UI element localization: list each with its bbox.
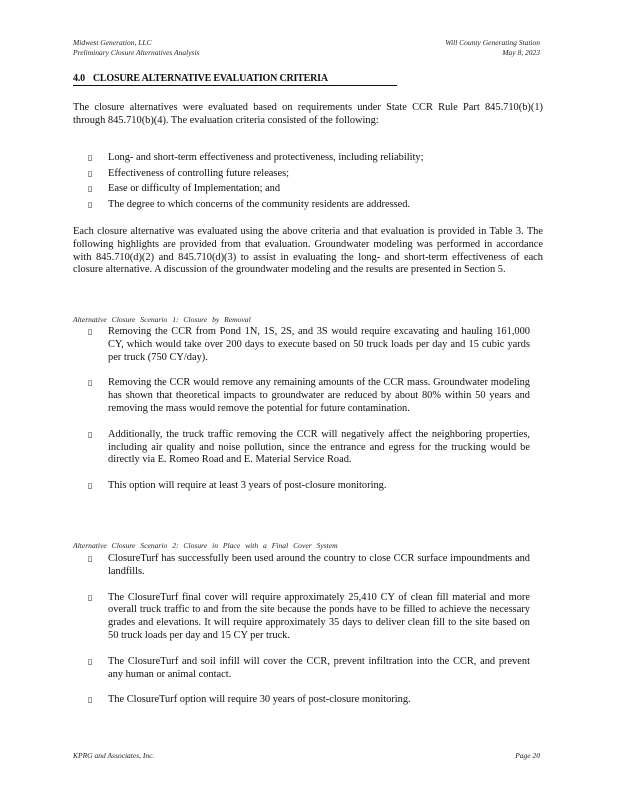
criteria-text: The degree to which concerns of the community residents are addressed.: [108, 198, 411, 210]
bullet-icon: ▯: [88, 153, 93, 162]
list-item: [88, 480, 530, 493]
list-item-text: This option will require at least 3 years of post-closure monitoring.: [108, 480, 387, 492]
header-left: [73, 38, 333, 58]
header-right: [340, 38, 540, 58]
list-item: [88, 326, 530, 364]
list-item: [88, 429, 530, 467]
criteria-text: Ease or difficulty of Implementation; and: [108, 183, 281, 195]
list-item: [88, 377, 530, 415]
list-item-text: Removing the CCR would remove any remaining amounts of the CCR mass. Groundwater modeling has shown that theoretical impacts to groundwater are reduced by about 80% within 50 years and removing the mass would remove the potential for future contamination.: [108, 377, 530, 414]
criteria-text: Long- and short-term effectiveness and protectiveness, including reliability;: [108, 152, 424, 163]
list-item: [88, 553, 530, 579]
bullet-icon: ▯: [88, 327, 93, 336]
list-item-text: Removing the CCR from Pond 1N, 1S, 2S, and 3S would require excavating and hauling 161,000 CY, which would take over 200 days to execute based on 50 truck loads per day and 15 cubic yards per truck (750 CY/day).: [108, 326, 530, 363]
header-company: Midwest Generation, LLC: [73, 38, 152, 47]
intro-paragraph: The closure alternatives were evaluated based on requirements under State CCR Rule Part 845.710(b)(1) through 845.710(b)(4). The evaluation criteria consisted of the following:: [73, 102, 543, 126]
evaluation-paragraph: Each closure alternative was evaluated using the above criteria and that evaluation is provided in Table 3. The following highlights are provided from that evaluation. Groundwater modeling was performed in accordance with 845.710(d)(2) and 845.710(d)(3) to assist in evaluating the long- and short-term effectiveness of each closure alternative. A discussion of the groundwater modeling and the results are presented in Section 5.: [73, 226, 543, 276]
alternative-1-list: [88, 326, 530, 506]
bullet-icon: ▯: [88, 184, 93, 194]
bullet-icon: ▯: [88, 554, 93, 563]
list-item-text: Additionally, the truck traffic removing the CCR will negatively affect the neighboring properties, including air quality and noise pollution, since the entrance and egress for the trucking would be directly via E. Romeo Road and E. Material Service Road.: [108, 428, 530, 466]
criteria-item: [88, 150, 528, 166]
list-item-text: ClosureTurf has successfully been used around the country to close CCR surface impoundments and landfills.: [108, 553, 530, 577]
footer-company: KPRG and Associates, Inc.: [73, 751, 155, 760]
list-item: [88, 694, 530, 707]
bullet-icon: ▯: [88, 656, 93, 666]
bullet-icon: ▯: [88, 168, 93, 178]
bullet-icon: ▯: [88, 481, 93, 491]
page-number: Page 20: [515, 751, 540, 760]
criteria-text: Effectiveness of controlling future releases;: [108, 167, 289, 179]
header-date: May 8, 2023: [502, 48, 540, 57]
bullet-icon: ▯: [88, 199, 93, 209]
list-item: [88, 656, 530, 682]
bullet-icon: ▯: [88, 592, 93, 602]
criteria-item: [88, 166, 528, 182]
section-title-text: CLOSURE ALTERNATIVE EVALUATION CRITERIA: [92, 73, 328, 84]
criteria-item: [88, 197, 528, 213]
criteria-list: [88, 150, 528, 212]
bullet-icon: ▯: [88, 695, 93, 705]
section-heading: [73, 73, 397, 86]
list-item: [88, 592, 530, 643]
list-item-text: The ClosureTurf final cover will require approximately 25,410 CY of clean fill material and more overall truck traffic to and from the site because the ponds have to be filled to achieve the necessary grades and elevations. It will require approximately 35 days to deliver clean fill to the site based on 50 truck loads per day and 15 CY per truck.: [108, 591, 530, 641]
alternative-2-heading: Alternative Closure Scenario 2: Closure in Place with a Final Cover System: [73, 541, 338, 550]
alternative-1-heading: Alternative Closure Scenario 1: Closure by Removal: [73, 315, 251, 324]
header-station: Will County Generating Station: [445, 38, 540, 47]
list-item-text: The ClosureTurf and soil infill will cover the CCR, prevent infiltration into the CCR, and prevent any human or animal contact.: [108, 655, 530, 680]
list-item-text: The ClosureTurf option will require 30 years of post-closure monitoring.: [108, 694, 411, 706]
criteria-item: [88, 181, 528, 197]
header-report-title: Preliminary Closure Alternatives Analysis: [73, 48, 200, 57]
bullet-icon: ▯: [88, 429, 93, 439]
section-number: 4.0: [73, 73, 85, 84]
bullet-icon: ▯: [88, 378, 93, 388]
alternative-2-list: [88, 553, 530, 720]
